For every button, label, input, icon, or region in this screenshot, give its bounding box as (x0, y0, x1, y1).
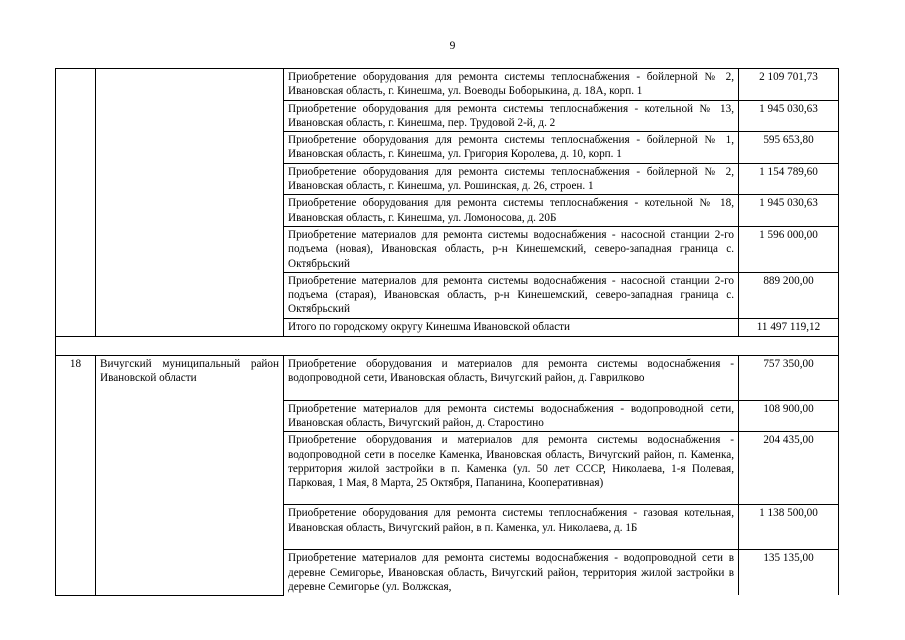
description-cell: Приобретение оборудования и материалов для ремонта системы водоснабжения - водопроводной сети, Ивановская область, Вичугский район, д. Гаврилково (284, 355, 739, 400)
description-cell: Приобретение оборудования для ремонта системы теплоснабжения - газовая котельная, Ивановская область, Вичугский район, в п. Каменка, ул. Николаева, д. 1Б (284, 505, 739, 550)
municipality-cell (96, 69, 284, 337)
description-cell: Приобретение оборудования для ремонта системы теплоснабжения - бойлерной № 2, Ивановская область, г. Кинешма, ул. Воеводы Боборыкина, д. 18А, корп. 1 (284, 69, 739, 101)
description-cell: Приобретение оборудования для ремонта системы теплоснабжения - котельной № 13, Ивановская область, г. Кинешма, пер. Трудовой 2-й, д. 2 (284, 100, 739, 132)
table-row (56, 69, 839, 101)
description-cell: Приобретение материалов для ремонта системы водоснабжения - водопроводной сети в деревне Семигорье, Ивановская область, Вичугский район, территория жилой застройки в деревне Семигорье (ул. Волжская, (284, 550, 739, 595)
amount-cell: 1 945 030,63 (739, 100, 839, 132)
amount-cell: 1 138 500,00 (739, 505, 839, 550)
amount-cell: 1 154 789,60 (739, 163, 839, 195)
subtotal-amount: 11 497 119,12 (739, 318, 839, 336)
amount-cell: 135 135,00 (739, 550, 839, 595)
amount-cell: 757 350,00 (739, 355, 839, 400)
description-cell: Приобретение материалов для ремонта системы водоснабжения - насосной станции 2-го подъема (старая), Ивановская область, р-н Кинешемский, северо-западная граница с. Октябрьский (284, 272, 739, 318)
funding-table (55, 68, 839, 596)
amount-cell: 2 109 701,73 (739, 69, 839, 101)
amount-cell: 204 435,00 (739, 432, 839, 505)
amount-cell: 1 596 000,00 (739, 226, 839, 272)
number-cell (56, 69, 96, 337)
municipality-name: Вичугский муниципальный район Ивановской области (96, 355, 284, 595)
table-row (56, 355, 839, 400)
description-cell: Приобретение материалов для ремонта системы водоснабжения - насосной станции 2-го подъема (новая), Ивановская область, р-н Кинешемский, северо-западная граница с. Октябрьский (284, 226, 739, 272)
spacer-cell (56, 336, 839, 355)
description-cell: Приобретение оборудования и материалов для ремонта системы водоснабжения - водопроводной сети в поселке Каменка, Ивановская область, Вичугский район, п. Каменка, территория жилой застройки в п. Каменка (ул. 50 лет СССР, Николаева, 1-я Полевая, Парковая, 1 Мая, 8 Марта, 25 Октября, Папанина, Кооперативная) (284, 432, 739, 505)
spacer-row (56, 336, 839, 355)
row-number: 18 (56, 355, 96, 595)
description-cell: Приобретение оборудования для ремонта системы теплоснабжения - бойлерной № 2, Ивановская область, г. Кинешма, ул. Рошинская, д. 26, строен. 1 (284, 163, 739, 195)
amount-cell: 595 653,80 (739, 132, 839, 164)
subtotal-label: Итого по городскому округу Кинешма Ивановской области (284, 318, 739, 336)
description-cell: Приобретение материалов для ремонта системы водоснабжения - водопроводной сети, Ивановская область, Вичугский район, д. Старостино (284, 400, 739, 432)
amount-cell: 1 945 030,63 (739, 195, 839, 227)
description-cell: Приобретение оборудования для ремонта системы теплоснабжения - бойлерной № 1, Ивановская область, г. Кинешма, ул. Григория Королева, д. 10, корп. 1 (284, 132, 739, 164)
amount-cell: 108 900,00 (739, 400, 839, 432)
amount-cell: 889 200,00 (739, 272, 839, 318)
page-number: 9 (449, 40, 456, 52)
description-cell: Приобретение оборудования для ремонта системы теплоснабжения - котельной № 18, Ивановская область, г. Кинешма, ул. Ломоносова, д. 20Б (284, 195, 739, 227)
